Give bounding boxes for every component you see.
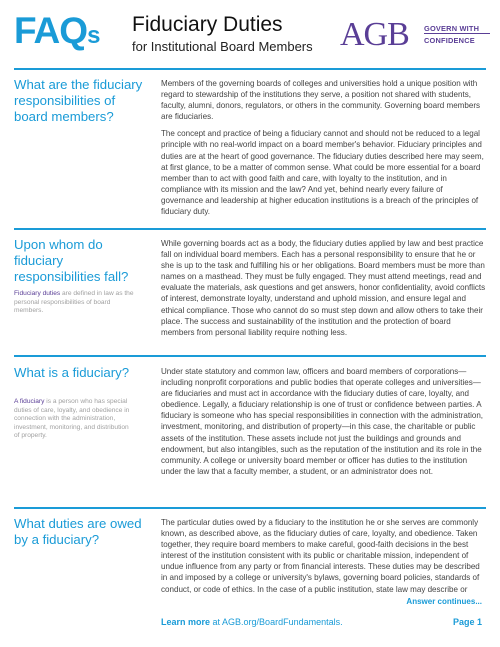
- agb-tagline-divider: [424, 33, 490, 34]
- answer-paragraph: Under state statutory and common law, officers and board members of corporations—including nonprofit corporations and public bodies that operate colleges and universities—are fiduciaries and must act in accordance with the fiduciary duties of care, loyalty, and obedience. Legally, a fiduciary relationship is one of trust or confidence between parties. A fiduciary is someone who has special responsibilities in connection with the administration, investment, monitoring, and distribution of property—in this case, the charitable or public assets of the institution. These assets include not just the buildings and grounds and endowment, but also intangibles, such as the reputation of the institution and its role in the community. A college or university board member or officer has duties to the institution under the law that a faculty member, a student, or an administrator does not.: [161, 367, 484, 476]
- note-term: Fiduciary duties: [14, 290, 61, 297]
- note-text: is a person who has special duties of care, loyalty, and obedience in connection with the administration, investment, monitoring, and distribution of property.: [14, 398, 130, 440]
- section-divider: [14, 228, 486, 230]
- learn-more-bold: Learn more: [161, 617, 211, 627]
- agb-tagline: [424, 24, 494, 45]
- agb-tagline-line2: CONFIDENCE: [424, 36, 475, 45]
- question-heading: What are the fiduciary responsibilities of board members?: [14, 77, 143, 124]
- page-title: Fiduciary Duties: [132, 13, 283, 36]
- note-text: are defined in law as the personal responsibilities of board members.: [14, 290, 134, 315]
- answer-paragraph: While governing boards act as a body, the fiduciary duties applied by law and best practice fall on individual board members. Each has a personal responsibility to ensure that he or she is up to the task and fulfilling his or her obligations. Board members must be more than names on a masthead. They must be fully engaged. They must attend meetings, read and evaluate the materials, ask questions and get answers, honor confidentiality, avoid conflicts of interest, demonstrate loyalty, understand and uphold mission, and ensure legal and ethical compliance. Those who cannot do so must step down and allow others to take their place. The success and sustainability of the institution and the protection of board members from personal liability require nothing less.: [161, 239, 486, 337]
- answer-paragraph: The concept and practice of being a fiduciary cannot and should not be reduced to a legal principle with no real-world impact on a board member's behavior. Fiduciary principles and duties are at the heart of good governance. The fiduciary duties described here may seem, at first glance, to be a matter of common sense. What could be more essential for a board member than to act with good faith and care, with loyalty to the institution, and in compliance with its mission and the law? And yet, behind nearly every failure of governance and leadership at higher education institutions is a breach of the principles of fiduciary duty.: [161, 129, 484, 217]
- page-subtitle: for Institutional Board Members: [132, 39, 313, 54]
- sidebar-note: [14, 398, 136, 441]
- note-term: A fiduciary: [14, 398, 45, 405]
- answer-continues-link[interactable]: Answer continues...: [406, 597, 482, 606]
- learn-more-link[interactable]: [161, 617, 343, 627]
- answer-text: [161, 517, 486, 595]
- faqs-logo: [14, 12, 99, 49]
- section-divider: [14, 355, 486, 357]
- answer-paragraph: The particular duties owed by a fiduciary to the institution he or she serves are commonly known, as described above, as the fiduciary duties of care, loyalty, and obedience. Taken together, they require board members to make careful, good-faith decisions in the best interest of the institution consistent with its public or charitable mission, independent of undue influence from any party or from financial interests. These duties may be described in and imposed by a college or university's bylaws, governing board policies, standards of conduct, or code of ethics. In the case of a public institution, state law may describe or: [161, 518, 480, 594]
- agb-logo: AGB: [340, 16, 409, 53]
- answer-text: [161, 78, 486, 217]
- agb-tagline-line1: GOVERN WITH: [424, 24, 480, 33]
- faqs-logo-big: FAQ: [14, 10, 88, 51]
- sidebar-note: [14, 290, 136, 316]
- section-divider: [14, 68, 486, 70]
- learn-more-url: at AGB.org/BoardFundamentals.: [210, 617, 343, 627]
- answer-text: [161, 366, 486, 477]
- question-heading: What is a fiduciary?: [14, 365, 130, 380]
- answer-text: [161, 238, 486, 338]
- faqs-logo-small: s: [87, 22, 100, 49]
- question-heading: What duties are owed by a fiduciary?: [14, 516, 142, 547]
- question-heading: Upon whom do fiduciary responsibilities fall?: [14, 237, 129, 284]
- page-number: Page 1: [452, 617, 482, 627]
- page-header: [0, 0, 500, 68]
- section-divider: [14, 507, 486, 509]
- answer-paragraph: Members of the governing boards of colleges and universities hold a unique position with regard to stewardship of the institutions they serve, a position not shared with students, faculty, alumni, donors, regulators, or others in the community. Governing board members are fiduciaries.: [161, 79, 481, 122]
